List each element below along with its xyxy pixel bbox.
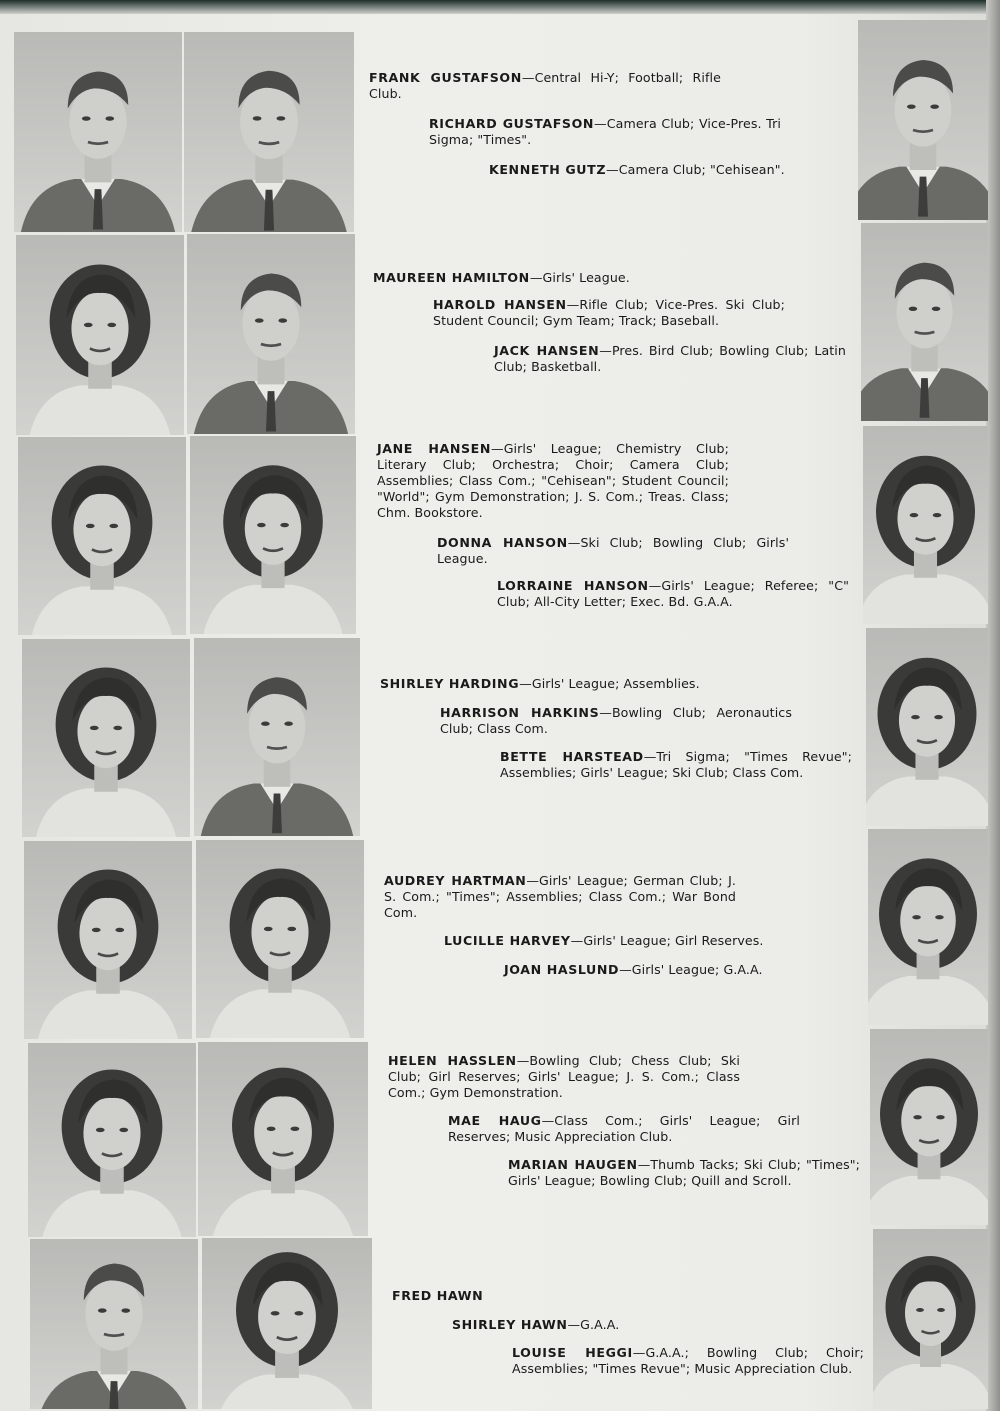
student-name: BETTE HARSTEAD (500, 749, 644, 764)
student-name: SHIRLEY HARDING (380, 676, 520, 691)
student-activities: —Pres. Bird Club; Bowling Club; Latin Club; Basketball. (494, 343, 846, 374)
student-name: MARIAN HAUGEN (508, 1157, 638, 1172)
student-activities: —Camera Club; "Cehisean". (606, 162, 785, 177)
student-name: DONNA HANSON (437, 535, 568, 550)
portrait-photo (863, 426, 988, 624)
student-activities: —Girls' League; Assemblies. (519, 676, 700, 691)
page-top-edge (0, 0, 1000, 14)
student-entry (433, 297, 785, 329)
portrait-photo (194, 638, 360, 836)
portrait-image (22, 639, 190, 837)
student-name: AUDREY HARTMAN (384, 873, 527, 888)
portrait-photo (870, 1029, 988, 1225)
portrait-image (30, 1239, 198, 1409)
student-entry (369, 70, 721, 102)
student-entry (494, 343, 846, 375)
portrait-photo (202, 1238, 372, 1409)
student-activities: —Rifle Club; Vice-Pres. Ski Club; Student Council; Gym Team; Track; Baseball. (433, 297, 785, 328)
student-activities: —Bowling Club; Aeronautics Club; Class Com. (440, 705, 792, 736)
student-activities: —Ski Club; Bowling Club; Girls' League. (437, 535, 790, 566)
portrait-photo (14, 32, 182, 232)
portrait-photo (196, 840, 364, 1038)
student-name: FRANK GUSTAFSON (369, 70, 522, 85)
portrait-photo (28, 1043, 196, 1237)
student-entry (497, 578, 849, 610)
student-name: LORRAINE HANSON (497, 578, 649, 593)
portrait-image (866, 628, 988, 826)
portrait-image (868, 829, 988, 1025)
portrait-image (863, 426, 988, 624)
student-activities: —G.A.A. (567, 1317, 620, 1332)
student-activities: —Tri Sigma; "Times Revue"; Assemblies; Girls' League; Ski Club; Class Com. (500, 749, 852, 780)
student-name: SHIRLEY HAWN (452, 1317, 568, 1332)
student-entry (380, 676, 732, 692)
portrait-photo (858, 20, 988, 220)
student-entry (489, 162, 841, 178)
portrait-image (24, 841, 192, 1039)
student-name: FRED HAWN (392, 1288, 484, 1303)
student-entry (429, 116, 781, 148)
student-entry (392, 1288, 744, 1304)
portrait-image (184, 32, 354, 232)
portrait-image (18, 437, 186, 635)
portrait-photo (16, 235, 184, 435)
student-name: JACK HANSEN (494, 343, 600, 358)
portrait-image (870, 1029, 988, 1225)
portrait-image (190, 436, 356, 634)
portrait-photo (30, 1239, 198, 1409)
portrait-image (187, 234, 355, 434)
page-right-edge (986, 0, 1000, 1411)
portrait-photo (187, 234, 355, 434)
student-entry (377, 441, 729, 521)
portrait-photo (198, 1042, 368, 1236)
portrait-image (28, 1043, 196, 1237)
student-entry (388, 1053, 740, 1101)
portrait-image (873, 1229, 988, 1409)
student-entry (512, 1345, 864, 1377)
portrait-photo (868, 829, 988, 1025)
student-entry (440, 705, 792, 737)
student-activities: —Girls' League; Girl Reserves. (570, 933, 764, 948)
portrait-image (14, 32, 182, 232)
portrait-photo (866, 628, 988, 826)
portrait-image (194, 638, 360, 836)
student-entry (444, 933, 796, 949)
student-entry (508, 1157, 860, 1189)
student-activities: —Girls' League; Chemistry Club; Literary Club; Orchestra; Choir; Camera Club; Assemblies; Class Com.; "Cehisean"; Student Council; "World"; Gym Demonstration; J. S. Com.; Treas. Class; Chm. Bookstore. (377, 441, 729, 520)
portrait-photo (24, 841, 192, 1039)
student-name: RICHARD GUSTAFSON (429, 116, 595, 131)
portrait-image (861, 223, 988, 421)
student-entry (448, 1113, 800, 1145)
portrait-photo (18, 437, 186, 635)
portrait-photo (190, 436, 356, 634)
student-name: JOAN HASLUND (504, 962, 620, 977)
student-entry (437, 535, 789, 567)
portrait-photo (873, 1229, 988, 1409)
student-activities: —Girls' League. (529, 270, 630, 285)
student-activities: —Thumb Tacks; Ski Club; "Times"; Girls' League; Bowling Club; Quill and Scroll. (508, 1157, 861, 1188)
student-activities: —G.A.A.; Bowling Club; Choir; Assemblies; "Times Revue"; Music Appreciation Club. (512, 1345, 864, 1376)
student-name: HAROLD HANSEN (433, 297, 567, 312)
student-name: LOUISE HEGGI (512, 1345, 633, 1360)
portrait-image (858, 20, 988, 220)
student-name: JANE HANSEN (377, 441, 491, 456)
student-activities: —Class Com.; Girls' League; Girl Reserves; Music Appreciation Club. (448, 1113, 800, 1144)
student-name: HARRISON HARKINS (440, 705, 600, 720)
portrait-photo (184, 32, 354, 232)
student-activities: —Girls' League; Referee; "C" Club; All-City Letter; Exec. Bd. G.A.A. (497, 578, 849, 609)
portrait-photo (861, 223, 988, 421)
student-activities: —Girls' League; G.A.A. (619, 962, 763, 977)
student-activities: —Camera Club; Vice-Pres. Tri Sigma; "Times". (429, 116, 781, 147)
student-activities: —Bowling Club; Chess Club; Ski Club; Girl Reserves; Girls' League; J. S. Com.; Class Com.; Gym Demonstration. (388, 1053, 740, 1100)
student-entry (373, 270, 725, 286)
student-name: MAE HAUG (448, 1113, 542, 1128)
student-activities: —Central Hi-Y; Football; Rifle Club. (369, 70, 721, 101)
portrait-image (196, 840, 364, 1038)
student-activities: —Girls' League; German Club; J. S. Com.; "Times"; Assemblies; Class Com.; War Bond Com. (384, 873, 736, 920)
student-name: HELEN HASSLEN (388, 1053, 517, 1068)
portrait-image (16, 235, 184, 435)
portrait-photo (22, 639, 190, 837)
student-name: MAUREEN HAMILTON (373, 270, 530, 285)
student-name: KENNETH GUTZ (489, 162, 607, 177)
student-entry (452, 1317, 804, 1333)
portrait-image (202, 1238, 372, 1409)
student-name: LUCILLE HARVEY (444, 933, 571, 948)
student-entry (500, 749, 852, 781)
student-entry (384, 873, 736, 921)
student-entry (504, 962, 856, 978)
portrait-image (198, 1042, 368, 1236)
